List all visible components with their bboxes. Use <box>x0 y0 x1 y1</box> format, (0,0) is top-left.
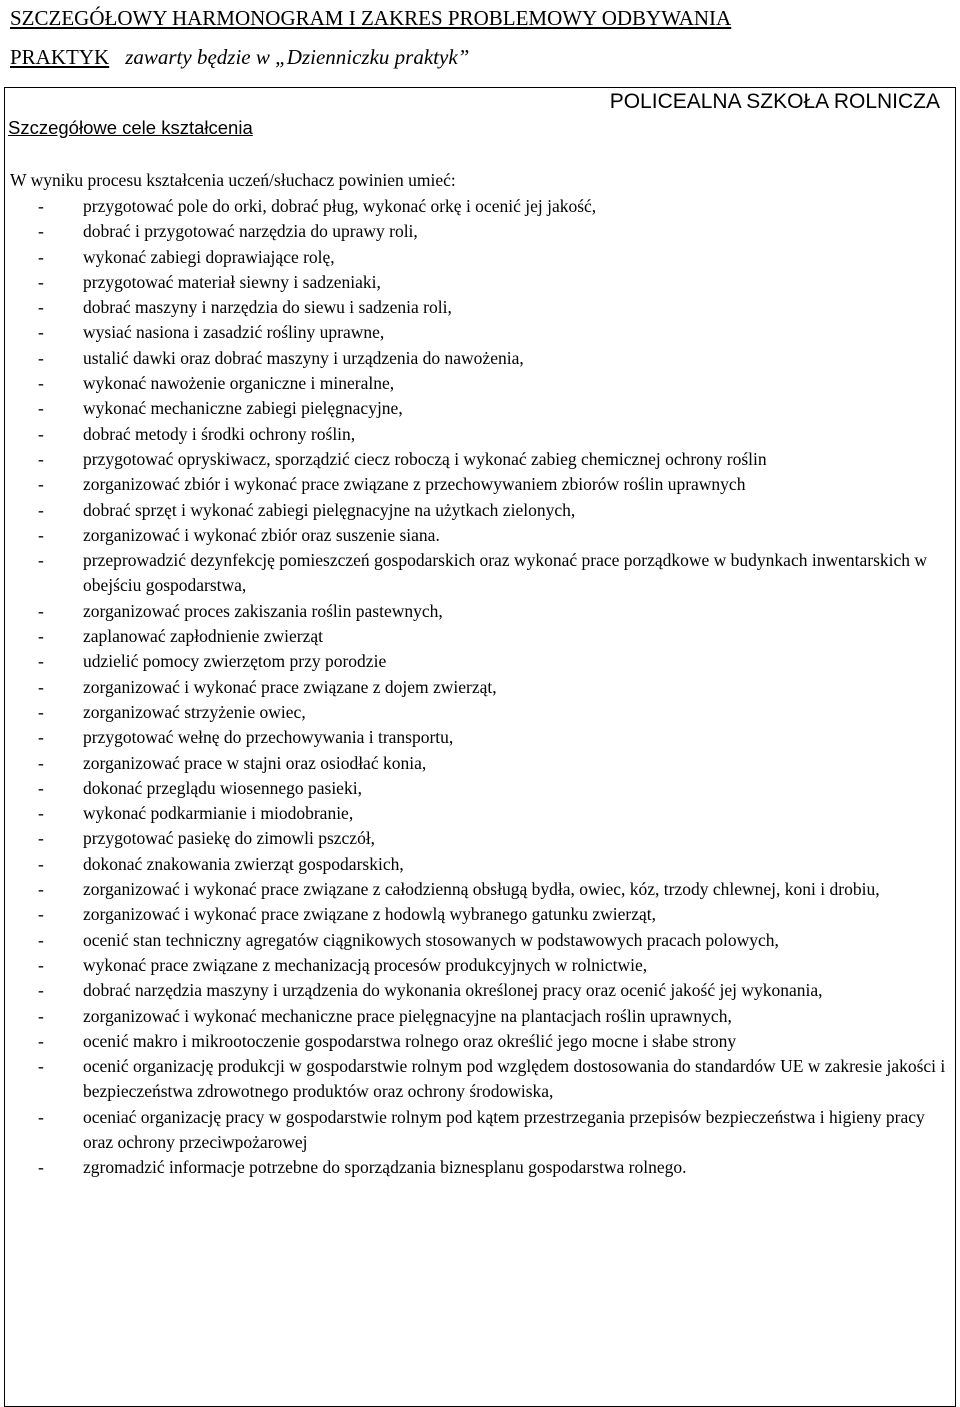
list-item <box>10 194 948 219</box>
list-item-text: zorganizować i wykonać zbiór oraz suszenie siana. <box>83 524 440 545</box>
list-item-text: przeprowadzić dezynfekcję pomieszczeń gospodarskich oraz wykonać prace porządkowe w budynkach inwentarskich w obejściu gospodarstwa, <box>83 550 928 596</box>
list-dash: - <box>38 853 44 874</box>
list-item <box>10 902 948 927</box>
list-item <box>10 826 948 851</box>
list-dash: - <box>38 373 44 394</box>
list-dash: - <box>38 1056 44 1077</box>
list-dash: - <box>38 499 44 520</box>
list-dash: - <box>38 550 44 571</box>
list-dash: - <box>38 297 44 318</box>
list-item-text: wykonać prace związane z mechanizacją procesów produkcyjnych w rolnictwie, <box>83 954 648 975</box>
list-item-text: dokonać przeglądu wiosennego pasieki, <box>83 777 362 798</box>
list-item <box>10 1054 948 1105</box>
list-dash: - <box>38 448 44 469</box>
list-item <box>10 1105 948 1156</box>
list-item-text: dobrać narzędzia maszyny i urządzenia do wykonania określonej pracy oraz ocenić jakość jej wykonania, <box>83 980 823 1001</box>
list-dash: - <box>38 1030 44 1051</box>
school-name: POLICEALNA SZKOŁA ROLNICZA <box>609 90 940 113</box>
list-item-text: ocenić organizację produkcji w gospodarstwie rolnym pod względem dostosowania do standardów UE w zakresie jakości i bezpieczeństwa zdrowotnego produktów oraz ochrony środowiska, <box>83 1056 946 1102</box>
list-item-text: zorganizować prace w stajni oraz osiodłać konia, <box>83 752 427 773</box>
list-item-text: przygotować pasiekę do zimowli pszczół, <box>83 828 376 849</box>
list-item-text: przygotować pole do orki, dobrać pług, wykonać orkę i ocenić jej jakość, <box>83 196 597 216</box>
list-dash: - <box>38 600 44 621</box>
list-dash: - <box>38 271 44 292</box>
list-item <box>10 523 948 548</box>
list-item <box>10 801 948 826</box>
list-dash: - <box>38 221 44 242</box>
document-title-line1: SZCZEGÓŁOWY HARMONOGRAM I ZAKRES PROBLEMOWY ODBYWANIA <box>10 6 732 30</box>
list-item-text: wykonać podkarmianie i miodobranie, <box>83 803 354 824</box>
list-item <box>10 447 948 472</box>
list-item <box>10 877 948 902</box>
list-item <box>10 346 948 371</box>
title-rest: zawarty będzie w „Dzienniczku praktyk” <box>125 45 470 69</box>
list-item-text: dobrać i przygotować narzędzia do uprawy roli, <box>83 221 418 242</box>
list-dash: - <box>38 676 44 697</box>
list-dash: - <box>38 879 44 900</box>
list-dash: - <box>38 423 44 444</box>
title-praktyk: PRAKTYK <box>10 45 110 69</box>
list-item-text: wykonać nawożenie organiczne i mineralne, <box>83 373 395 394</box>
list-dash: - <box>38 246 44 267</box>
list-item-text: wysiać nasiona i zasadzić rośliny uprawne, <box>83 322 385 343</box>
list-item <box>10 700 948 725</box>
list-item-text: przygotować materiał siewny i sadzeniaki, <box>83 271 381 292</box>
list-item <box>10 599 948 624</box>
list-dash: - <box>38 777 44 798</box>
list-dash: - <box>38 651 44 672</box>
intro-sentence: W wyniku procesu kształcenia uczeń/słuchacz powinien umieć: <box>10 170 456 190</box>
list-item-text: dokonać znakowania zwierząt gospodarskich, <box>83 853 404 874</box>
list-item <box>10 422 948 447</box>
list-item-text: zorganizować zbiór i wykonać prace związane z przechowywaniem zbiorów roślin uprawnych <box>83 474 746 495</box>
list-item <box>10 498 948 523</box>
goals-list <box>10 194 948 1181</box>
list-item-text: zorganizować i wykonać prace związane z dojem zwierząt, <box>83 676 497 697</box>
list-dash: - <box>38 701 44 722</box>
list-dash: - <box>38 929 44 950</box>
list-item-text: wykonać zabiegi doprawiające rolę, <box>83 246 335 267</box>
list-dash: - <box>38 954 44 975</box>
list-item <box>10 1155 948 1180</box>
list-dash: - <box>38 727 44 748</box>
list-dash: - <box>38 752 44 773</box>
list-dash: - <box>38 626 44 647</box>
list-item-text: zaplanować zapłodnienie zwierząt <box>83 626 324 647</box>
list-item <box>10 978 948 1003</box>
list-item <box>10 852 948 877</box>
document-title-line2 <box>10 44 469 70</box>
list-item <box>10 219 948 244</box>
list-item <box>10 751 948 776</box>
list-item <box>10 725 948 750</box>
list-item-text: zorganizować i wykonać prace związane z całodzienną obsługą bydła, owiec, kóz, trzody chlewnej, koni i drobiu, <box>83 879 880 900</box>
list-item-text: zgromadzić informacje potrzebne do sporządzania biznesplanu gospodarstwa rolnego. <box>83 1157 687 1178</box>
list-dash: - <box>38 828 44 849</box>
list-item-text: ustalić dawki oraz dobrać maszyny i urządzenia do nawożenia, <box>83 347 524 368</box>
list-item-text: zorganizować i wykonać prace związane z hodowlą wybranego gatunku zwierząt, <box>83 904 657 925</box>
list-item <box>10 320 948 345</box>
list-item <box>10 1029 948 1054</box>
list-dash: - <box>38 1005 44 1026</box>
list-item-text: dobrać maszyny i narzędzia do siewu i sadzenia roli, <box>83 297 452 318</box>
list-item <box>10 245 948 270</box>
list-dash: - <box>38 474 44 495</box>
list-dash: - <box>38 1106 44 1127</box>
goals-heading: Szczegółowe cele kształcenia <box>8 117 253 138</box>
list-item <box>10 624 948 649</box>
list-item-text: dobrać sprzęt i wykonać zabiegi pielęgnacyjne na użytkach zielonych, <box>83 499 576 520</box>
list-item <box>10 396 948 421</box>
list-dash: - <box>38 322 44 343</box>
list-dash: - <box>38 398 44 419</box>
list-item <box>10 776 948 801</box>
list-item-text: przygotować opryskiwacz, sporządzić ciecz roboczą i wykonać zabieg chemicznej ochrony roślin <box>83 448 767 469</box>
list-item <box>10 371 948 396</box>
list-item-text: udzielić pomocy zwierzętom przy porodzie <box>83 651 387 672</box>
list-dash: - <box>38 904 44 925</box>
list-dash: - <box>38 524 44 545</box>
list-item-text: zorganizować proces zakiszania roślin pastewnych, <box>83 600 443 621</box>
list-dash: - <box>38 980 44 1001</box>
list-dash: - <box>38 196 44 216</box>
list-item-text: ocenić makro i mikrootoczenie gospodarstwa rolnego oraz określić jego mocne i słabe strony <box>83 1030 737 1051</box>
list-item <box>10 649 948 674</box>
list-item <box>10 472 948 497</box>
list-item <box>10 270 948 295</box>
list-dash: - <box>38 347 44 368</box>
list-dash: - <box>38 1157 44 1178</box>
list-item <box>10 928 948 953</box>
list-item <box>10 548 948 599</box>
list-item-text: oceniać organizację pracy w gospodarstwie rolnym pod kątem przestrzegania przepisów bezpieczeństwa i higieny pracy oraz ochrony przeciwpożarowej <box>83 1106 925 1152</box>
list-dash: - <box>38 803 44 824</box>
list-item-text: zorganizować strzyżenie owiec, <box>83 701 306 722</box>
list-item <box>10 953 948 978</box>
list-item <box>10 1004 948 1029</box>
list-item-text: dobrać metody i środki ochrony roślin, <box>83 423 356 444</box>
list-item-text: zorganizować i wykonać mechaniczne prace pielęgnacyjne na plantacjach roślin uprawnych, <box>83 1005 732 1026</box>
list-item <box>10 295 948 320</box>
list-item-text: przygotować wełnę do przechowywania i transportu, <box>83 727 454 748</box>
list-item-text: wykonać mechaniczne zabiegi pielęgnacyjne, <box>83 398 403 419</box>
list-item-text: ocenić stan techniczny agregatów ciągnikowych stosowanych w podstawowych pracach polowych, <box>83 929 779 950</box>
list-item <box>10 675 948 700</box>
